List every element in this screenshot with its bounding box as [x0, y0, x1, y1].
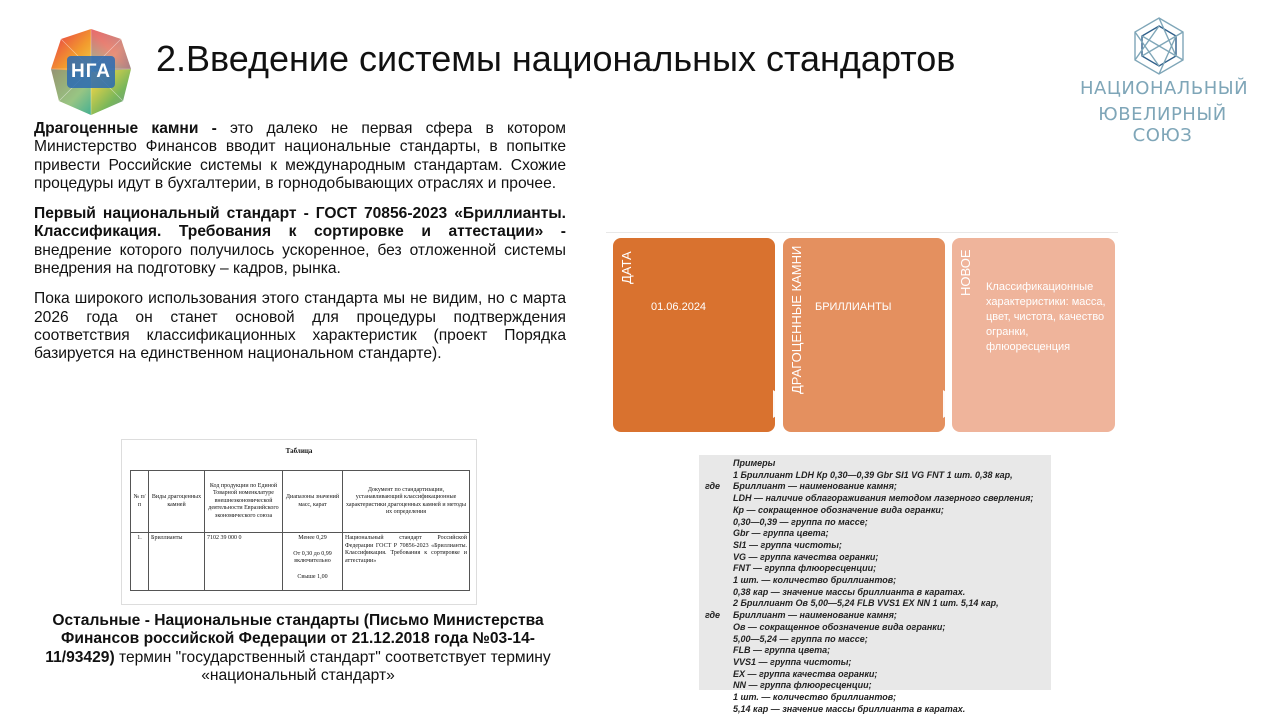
- card-date: [613, 238, 775, 432]
- example-line: LDH — наличие облагораживания методом лазерного сверления;: [733, 493, 1034, 504]
- table-header: Код продукции по Единой Товарной номенклатуре внешнеэкономической деятельности Евразийского экономического союза: [205, 471, 283, 533]
- example-line: 2 Бриллиант Ов 5,00—5,24 FLB VVS1 EX NN 1 шт. 5,14 кар,: [733, 598, 999, 609]
- example-line: Бриллиант — наименование камня;: [733, 481, 897, 492]
- table-cell: Бриллианты: [149, 533, 205, 591]
- bottom-bold: Остальные - Национальные стандарты (Письмо Министерства Финансов российской Федерации от 21.12.2018 года №03-14-11/93429): [45, 612, 544, 666]
- example-line: 1 шт. — количество бриллиантов;: [733, 575, 897, 585]
- process-diagram: [606, 232, 1118, 438]
- example-line: VG — группа качества огранки;: [733, 551, 879, 562]
- table-header: Документ по стандартизации, устанавливающий классификационные характеристики драгоценных камней и методы их определения: [343, 471, 470, 533]
- table-header: Виды драгоценных камней: [149, 471, 205, 533]
- example-line: 0,38 кар — значение массы бриллианта в каратах.: [733, 586, 966, 597]
- p2-bold: Первый национальный стандарт - ГОСТ 70856-2023 «Бриллианты. Классификация. Требования к сортировке и аттестации» -: [34, 205, 566, 241]
- paragraph-1: [34, 120, 566, 193]
- table-header-row: [131, 471, 470, 533]
- paragraph-2: [34, 205, 566, 278]
- jeweler-union-logo: [1080, 14, 1249, 146]
- example-line: 5,14 кар — значение массы бриллианта в каратах.: [733, 703, 966, 714]
- card-new-content: Классификационные характеристики: масса, цвет, чистота, качество огранки, флюоресценция: [986, 281, 1106, 353]
- page-title: 2.Введение системы национальных стандартов: [156, 38, 956, 79]
- example-line: 5,00—5,24 — группа по массе;: [733, 633, 868, 644]
- table-header: Диапазоны значений масс, карат: [283, 471, 343, 533]
- card-date-label: ДАТА: [619, 251, 634, 284]
- p1-text: это далеко не первая сфера в котором Министерство Финансов вводит национальные стандарты, в попытке привести Российские системы к международным стандартам. Схожие процедуры идут в бухгалтерии, в горнодобывающих отраслях и прочее.: [34, 120, 566, 192]
- mass-range-3: Свыше 1,00: [297, 573, 328, 580]
- crystal-logo-icon: [1130, 14, 1188, 80]
- example-line: 0,30—0,39 — группа по массе;: [733, 516, 868, 527]
- nga-logo: [49, 27, 133, 117]
- example-line: Ов — сокращенное обозначение вида огранки;: [733, 621, 946, 632]
- table-cell: Национальный стандарт Российской Федерации ГОСТ Р 70856-2023 «Бриллианты. Классификация. Требования к сортировке и аттестации»: [343, 533, 470, 591]
- bottom-note: [30, 612, 566, 685]
- table-cell-mass: [283, 533, 343, 591]
- example-line: EX — группа качества огранки;: [733, 668, 878, 679]
- divider: [606, 232, 1118, 233]
- table-header: № п/п: [131, 471, 149, 533]
- table-cell: 7102 39 000 0: [205, 533, 283, 591]
- table-caption: Таблица: [285, 447, 313, 455]
- mass-range-1: Менее 0,29: [298, 535, 327, 541]
- p2-text: внедрение которого получилось ускоренное, без отложенной системы внедрения на подготовку – кадров, рынка.: [34, 241, 566, 278]
- body-text: [34, 120, 566, 376]
- example-where-label: где: [705, 481, 721, 492]
- logo-left-text: НГА: [70, 61, 112, 82]
- card-new: [952, 238, 1115, 432]
- table: [130, 470, 470, 591]
- p3-text: Пока широкого использования этого стандарта мы не видим, но с марта 2026 года он станет основой для процедуры подтверждения соответствия классификационных характеристик (проект Порядка базируется на единственном национальном стандарте).: [34, 290, 566, 363]
- paragraph-3: [34, 290, 566, 363]
- card-stones-label: ДРАГОЦЕННЫЕ КАМНИ: [789, 245, 804, 394]
- table-cell: 1.: [131, 533, 149, 591]
- example-line: SI1 — группа чистоты;: [733, 539, 842, 550]
- example-line: Кр — сокращенное обозначение вида огранки;: [733, 504, 944, 515]
- example-line: FNT — группа флюоресценции;: [733, 563, 877, 574]
- example-line: Gbr — группа цвета;: [733, 528, 829, 539]
- example-line: Примеры: [733, 458, 776, 468]
- logo-right-line2: ЮВЕЛИРНЫЙ СОЮЗ: [1098, 104, 1227, 146]
- logo-right-line1: НАЦИОНАЛЬНЫЙ: [1080, 78, 1249, 99]
- standards-table: [121, 439, 477, 605]
- card-new-label: НОВОЕ: [958, 249, 973, 296]
- mass-range-2: От 0,30 до 0,99 включительно: [293, 550, 332, 564]
- example-line: 1 Бриллиант LDH Кр 0,30—0,39 Gbr SI1 VG FNT 1 шт. 0,38 кар,: [733, 469, 1013, 480]
- bottom-text: термин "государственный стандарт" соответствует термину «национальный стандарт»: [114, 648, 551, 684]
- p1-bold: Драгоценные камни -: [34, 120, 231, 137]
- card-date-content: 01.06.2024: [651, 301, 707, 313]
- example-line: 1 шт. — количество бриллиантов;: [733, 692, 897, 702]
- examples-block: [699, 455, 1051, 714]
- table-row: [131, 533, 470, 591]
- example-where-label: где: [705, 610, 721, 621]
- example-line: NN — группа флюоресценции;: [733, 680, 872, 691]
- card-stones: [783, 238, 945, 432]
- example-line: VVS1 — группа чистоты;: [733, 656, 852, 667]
- example-line: FLB — группа цвета;: [733, 645, 831, 656]
- example-line: Бриллиант — наименование камня;: [733, 610, 897, 621]
- card-stones-content: БРИЛЛИАНТЫ: [815, 301, 892, 313]
